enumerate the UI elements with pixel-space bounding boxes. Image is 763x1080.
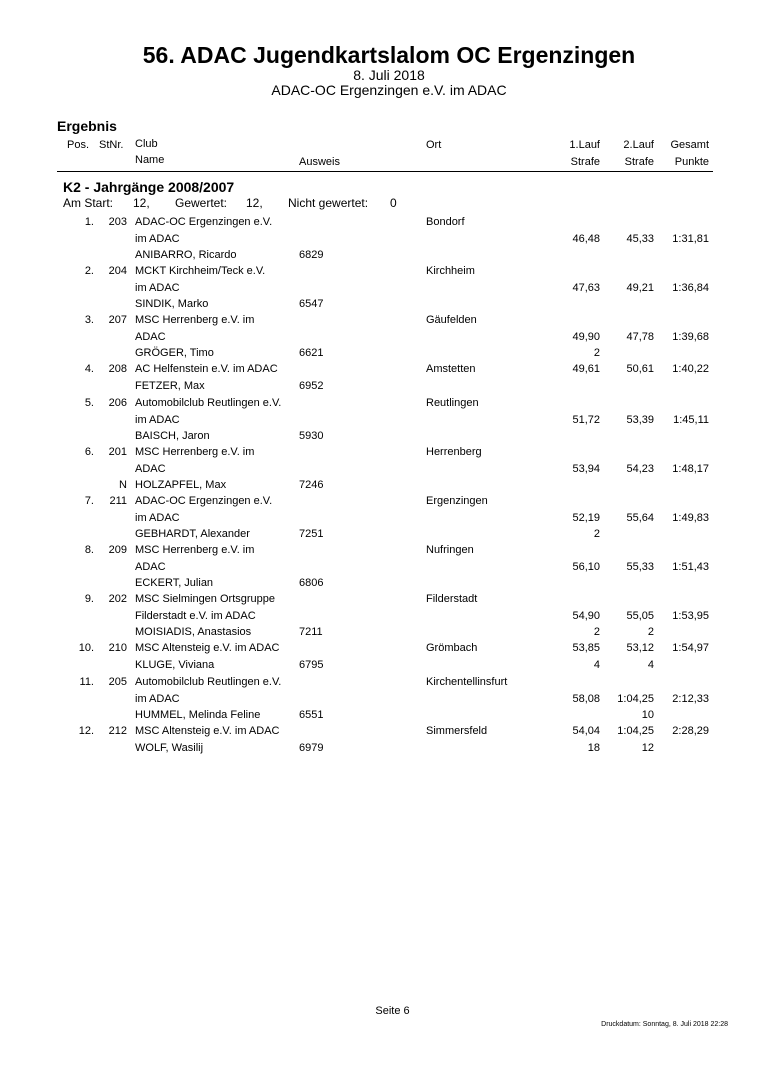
result-club-cont: ADAC xyxy=(135,560,166,573)
result-ort: Amstetten xyxy=(426,363,476,375)
col-header-name: Name xyxy=(135,154,165,166)
result-pos: 1. xyxy=(84,216,94,228)
result-lauf2: 55,64 xyxy=(626,511,654,524)
result-lauf1: 51,72 xyxy=(572,413,600,426)
result-driver: HUMMEL, Melinda Feline xyxy=(135,709,261,721)
result-ort: Gäufelden xyxy=(426,314,477,326)
result-ausweis: 6806 xyxy=(299,577,324,589)
result-pos: 3. xyxy=(84,314,94,326)
result-lauf2: 47,78 xyxy=(626,330,654,343)
result-gesamt: 1:51,43 xyxy=(672,560,709,573)
result-ort: Bondorf xyxy=(426,216,465,228)
result-ausweis: 6979 xyxy=(299,741,324,754)
col-header-stnr: StNr. xyxy=(99,139,124,151)
result-club-cont: im ADAC xyxy=(135,232,180,245)
gewertet-value: 12, xyxy=(246,196,263,210)
result-lauf1: 52,19 xyxy=(572,511,600,524)
result-driver: MOISIADIS, Anastasios xyxy=(135,626,252,638)
result-stnr: 203 xyxy=(108,216,127,228)
result-gesamt: 1:48,17 xyxy=(672,462,709,475)
col-header-gesamt: Gesamt xyxy=(670,139,709,151)
result-stnr: 209 xyxy=(108,544,127,556)
organizer: ADAC-OC Ergenzingen e.V. im ADAC xyxy=(271,82,507,98)
result-ort: Herrenberg xyxy=(426,446,482,458)
result-ausweis: 6829 xyxy=(299,249,324,261)
result-club-cont: im ADAC xyxy=(135,413,180,426)
result-ausweis: 7251 xyxy=(299,528,324,540)
result-driver: GEBHARDT, Alexander xyxy=(135,528,250,540)
result-driver: ANIBARRO, Ricardo xyxy=(135,249,237,261)
result-gesamt: 1:40,22 xyxy=(672,363,709,375)
result-stnr: 212 xyxy=(108,725,127,737)
result-gesamt: 1:54,97 xyxy=(672,642,709,654)
document-title: 56. ADAC Jugendkartslalom OC Ergenzingen xyxy=(142,42,636,68)
result-strafe2: 4 xyxy=(647,658,654,671)
result-club: MSC Altensteig e.V. im ADAC xyxy=(135,725,280,737)
result-club-cont: Filderstadt e.V. im ADAC xyxy=(135,609,256,622)
result-stnr: 204 xyxy=(108,265,127,277)
section-label: Ergebnis xyxy=(57,118,117,134)
result-club: MSC Herrenberg e.V. im xyxy=(135,544,255,556)
header-rule xyxy=(57,171,713,172)
result-strafe1: 2 xyxy=(593,626,600,638)
am-start-value: 12, xyxy=(133,196,150,210)
print-date: Druckdatum: Sonntag, 8. Juli 2018 22:28 xyxy=(601,1021,728,1028)
result-lauf2: 53,12 xyxy=(626,642,654,654)
result-club: ADAC-OC Ergenzingen e.V. xyxy=(135,216,273,228)
col-header-club: Club xyxy=(135,138,158,150)
result-strafe1: 2 xyxy=(593,528,600,540)
result-lauf1: 53,94 xyxy=(572,462,600,475)
result-driver: GRÖGER, Timo xyxy=(135,347,214,359)
result-driver: SINDIK, Marko xyxy=(135,298,209,310)
result-lauf2: 1:04,25 xyxy=(617,725,654,737)
result-stnr: 205 xyxy=(108,676,127,688)
result-ort: Ergenzingen xyxy=(426,495,488,507)
result-gesamt: 1:36,84 xyxy=(672,281,709,294)
result-lauf1: 53,85 xyxy=(572,642,600,654)
result-lauf1: 56,10 xyxy=(572,560,600,573)
result-lauf2: 1:04,25 xyxy=(617,692,654,705)
result-strafe2: 2 xyxy=(647,626,654,638)
result-driver: FETZER, Max xyxy=(135,379,205,392)
am-start-label: Am Start: xyxy=(63,196,114,210)
col-header-pos: Pos. xyxy=(67,139,90,151)
result-driver: WOLF, Wasilij xyxy=(135,741,204,754)
result-pos: 7. xyxy=(84,495,94,507)
result-lauf2: 49,21 xyxy=(626,281,654,294)
result-pos: 12. xyxy=(78,725,94,737)
result-ort: Nufringen xyxy=(426,544,474,556)
result-club-cont: ADAC xyxy=(135,462,166,475)
result-club: ADAC-OC Ergenzingen e.V. xyxy=(135,495,273,507)
result-stnr: 202 xyxy=(108,593,127,605)
page-number: Seite 6 xyxy=(375,1005,410,1017)
result-ort: Reutlingen xyxy=(426,397,479,409)
result-stnr: 207 xyxy=(108,314,127,326)
result-club: MSC Sielmingen Ortsgruppe xyxy=(135,593,276,605)
result-stnr: 201 xyxy=(108,446,127,458)
result-ausweis: 6551 xyxy=(299,709,324,721)
result-club: AC Helfenstein e.V. im ADAC xyxy=(135,363,278,375)
result-lauf1: 49,90 xyxy=(572,330,600,343)
gewertet-label: Gewertet: xyxy=(175,196,228,210)
result-strafe1: 4 xyxy=(593,658,600,671)
result-lauf2: 53,39 xyxy=(626,413,654,426)
result-club: MSC Herrenberg e.V. im xyxy=(135,314,255,326)
result-stnr: 206 xyxy=(108,397,127,409)
result-club: MSC Altensteig e.V. im ADAC xyxy=(135,642,280,654)
event-date: 8. Juli 2018 xyxy=(353,67,425,83)
result-club: Automobilclub Reutlingen e.V. xyxy=(135,676,282,688)
col-header-ort: Ort xyxy=(426,139,442,151)
result-pos: 4. xyxy=(84,363,94,375)
result-ausweis: 7211 xyxy=(299,626,323,638)
result-strafe1: 2 xyxy=(593,347,600,359)
result-gesamt: 1:49,83 xyxy=(672,511,709,524)
result-lauf1: 47,63 xyxy=(572,281,600,294)
col-header-punkte: Punkte xyxy=(674,156,709,168)
result-stnr: 211 xyxy=(109,495,127,507)
result-club: MCKT Kirchheim/Teck e.V. xyxy=(135,265,266,277)
result-lauf1: 46,48 xyxy=(572,232,600,245)
result-ort: Kirchheim xyxy=(426,265,475,277)
result-club-cont: im ADAC xyxy=(135,281,180,294)
col-header-strafe1: Strafe xyxy=(570,156,600,168)
result-strafe2: 10 xyxy=(641,709,654,721)
result-lauf1: 58,08 xyxy=(572,692,600,705)
result-lauf2: 45,33 xyxy=(626,232,654,245)
result-ausweis: 6621 xyxy=(299,347,324,359)
result-lauf2: 55,33 xyxy=(626,560,654,573)
result-driver: KLUGE, Viviana xyxy=(135,658,215,671)
result-ausweis: 6952 xyxy=(299,379,324,392)
result-ausweis: 7246 xyxy=(299,479,324,491)
nicht-gewertet-value: 0 xyxy=(390,196,397,210)
col-header-lauf1: 1.Lauf xyxy=(569,139,600,151)
result-lauf2: 54,23 xyxy=(626,462,654,475)
result-ort: Grömbach xyxy=(426,642,478,654)
result-strafe2: 12 xyxy=(641,741,654,754)
group-title: K2 - Jahrgänge 2008/2007 xyxy=(63,179,235,195)
result-gesamt: 1:39,68 xyxy=(672,330,709,343)
result-lauf1: 54,90 xyxy=(572,609,600,622)
result-club: MSC Herrenberg e.V. im xyxy=(135,446,255,458)
result-pos: 11. xyxy=(79,676,94,688)
result-stnr: 210 xyxy=(108,642,127,654)
result-gesamt: 1:45,11 xyxy=(673,413,709,426)
result-pos: 8. xyxy=(84,544,94,556)
result-club-cont: im ADAC xyxy=(135,511,180,524)
result-lauf2: 50,61 xyxy=(626,363,654,375)
result-driver: HOLZAPFEL, Max xyxy=(135,479,227,491)
result-pos: 6. xyxy=(84,446,94,458)
result-driver: ECKERT, Julian xyxy=(135,577,214,589)
result-ausweis: 5930 xyxy=(299,430,324,442)
result-marker: N xyxy=(119,479,127,491)
result-pos: 2. xyxy=(84,265,94,277)
result-club-cont: ADAC xyxy=(135,330,166,343)
result-ort: Simmersfeld xyxy=(426,725,488,737)
result-lauf2: 55,05 xyxy=(626,609,654,622)
result-gesamt: 1:53,95 xyxy=(672,609,709,622)
result-club: Automobilclub Reutlingen e.V. xyxy=(135,397,282,409)
result-club-cont: im ADAC xyxy=(135,692,180,705)
result-lauf1: 49,61 xyxy=(572,363,600,375)
col-header-lauf2: 2.Lauf xyxy=(623,139,654,151)
result-driver: BAISCH, Jaron xyxy=(135,430,210,442)
result-gesamt: 2:12,33 xyxy=(672,692,709,705)
result-pos: 5. xyxy=(84,397,94,409)
col-header-ausweis: Ausweis xyxy=(299,156,340,168)
result-ausweis: 6547 xyxy=(299,298,324,310)
result-gesamt: 1:31,81 xyxy=(672,232,709,245)
result-ort: Filderstadt xyxy=(426,593,478,605)
result-gesamt: 2:28,29 xyxy=(672,725,709,737)
result-ort: Kirchentellinsfurt xyxy=(426,676,508,688)
nicht-gewertet-label: Nicht gewertet: xyxy=(288,196,369,210)
result-pos: 9. xyxy=(84,593,94,605)
result-strafe1: 18 xyxy=(587,741,600,754)
result-ausweis: 6795 xyxy=(299,658,324,671)
col-header-strafe2: Strafe xyxy=(624,156,654,168)
result-lauf1: 54,04 xyxy=(572,725,600,737)
result-stnr: 208 xyxy=(108,363,127,375)
result-pos: 10. xyxy=(78,642,94,654)
